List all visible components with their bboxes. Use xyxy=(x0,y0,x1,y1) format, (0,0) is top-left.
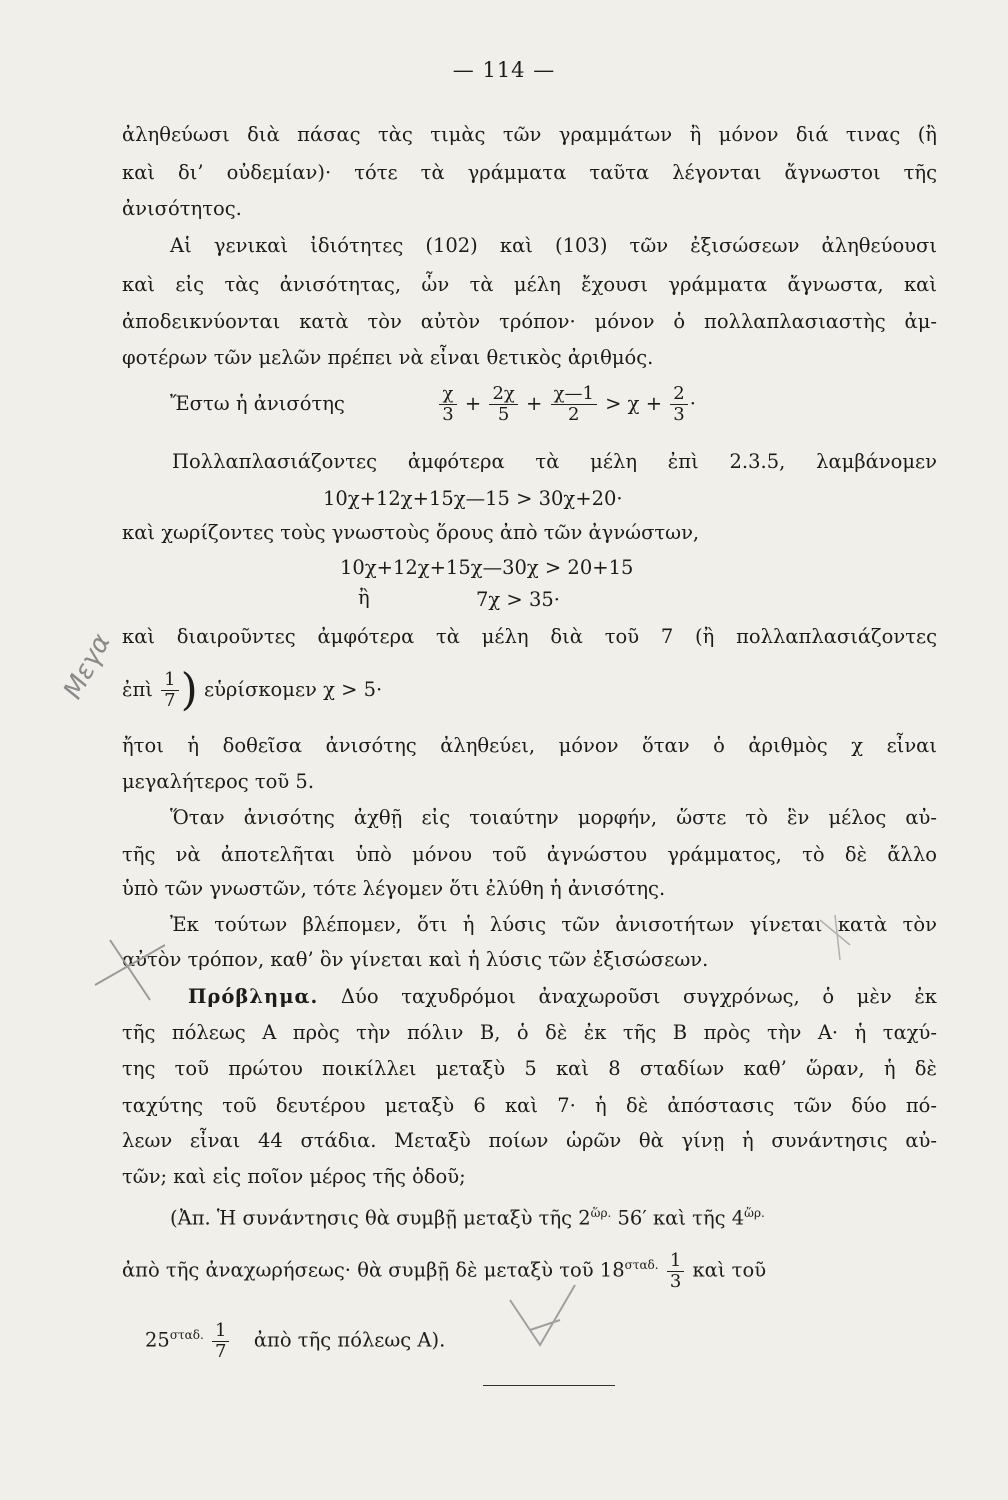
text-line-6: ἀποδεικνύονται κατὰ τὸν αὐτὸν τρόπον· μόνον ὁ πολλαπλασιαστὴς ἀμ- xyxy=(122,310,937,333)
answer-text-c: ἀπὸ τῆς ἀναχωρήσεως· θὰ συμβῇ δὲ μεταξὺ τοῦ 18 xyxy=(122,1258,625,1282)
answer-text-d: καὶ τοῦ xyxy=(692,1258,767,1282)
text-line-19: Ὅταν ἀνισότης ἀχθῇ εἰς τοιαύτην μορφήν, ὥστε τὸ ἓν μέλος αὐ- xyxy=(170,806,937,829)
superscript-hour: ὥρ. xyxy=(590,1206,612,1220)
superscript-stadia: σταδ. xyxy=(169,1328,204,1342)
text-line-23: αὐτὸν τρόπον, καθ’ ὃν γίνεται καὶ ἡ λύσις τῶν ἐξισώσεων. xyxy=(122,948,709,971)
equation-or: ἢ xyxy=(358,586,370,609)
answer-number-25: 25 xyxy=(145,1328,170,1352)
problem-heading: Πρόβλημα. xyxy=(188,985,319,1008)
fraction-1-over-7: $\frac{1}{7}$ xyxy=(161,670,178,711)
equation-line-10: 10χ+12χ+15χ—15 > 30χ+20· xyxy=(323,487,623,510)
text-line-4: Αἱ γενικαὶ ἰδιότητες (102) καὶ (103) τῶν ἐξισώσεων ἀληθεύουσι xyxy=(170,234,937,257)
fraction-1-over-7-b: $\frac{1}{7}$ xyxy=(212,1321,229,1362)
result-text: εὑρίσκομεν χ > 5· xyxy=(203,678,383,701)
text-line-28: λεων εἶναι 44 στάδια. Μεταξὺ ποίων ὡρῶν θὰ γίνῃ ἡ συνάντησις αὐ- xyxy=(122,1129,937,1152)
pencil-scribble xyxy=(510,1285,575,1345)
inequality-rhs: > χ + xyxy=(605,392,663,415)
text-line-21: ὑπὸ τῶν γνωστῶν, τότε λέγομεν ὅτι ἐλύθη ἡ ἀνισότης. xyxy=(122,877,666,900)
equation-line-14: 7χ > 35· xyxy=(476,588,560,611)
problem-text: Δύο ταχυδρόμοι ἀναχωροῦσι συγχρόνως, ὁ μὲν ἐκ xyxy=(340,985,937,1008)
superscript-hour: ὥρ. xyxy=(744,1206,765,1220)
fraction-x-over-3: $\frac{\chi}{3}$ xyxy=(439,384,456,425)
answer-text-e: ἀπὸ τῆς πόλεως Α). xyxy=(253,1328,446,1352)
text-line-9: Πολλαπλασιάζοντες ἀμφότερα τὰ μέλη ἐπὶ 2.3.5, λαμβάνομεν xyxy=(172,450,937,473)
answer-text-a: (Ἀπ. Ἡ συνάντησις θὰ συμβῇ μεταξὺ τῆς 2 xyxy=(170,1206,591,1230)
text-line-18: μεγαλήτερος τοῦ 5. xyxy=(122,770,315,793)
text-line-27: ταχύτης τοῦ δευτέρου μεταξὺ 6 καὶ 7· ἡ δὲ ἀπόστασις τῶν δύο πό- xyxy=(122,1094,937,1117)
answer-text-b: 56′ καὶ τῆς 4 xyxy=(611,1206,745,1230)
superscript-stadia: σταδ. xyxy=(624,1258,659,1272)
text-line-1: ἀληθεύωσι διὰ πάσας τὰς τιμὰς τῶν γραμμάτων ἢ μόνον διά τινας (ἢ xyxy=(122,123,937,146)
text-line-2: καὶ δι’ οὐδεμίαν)· τότε τὰ γράμματα ταῦτα λέγονται ἄγνωστοι τῆς xyxy=(122,161,937,184)
text-line-20: τῆς νὰ ἀποτελῆται ὑπὸ μόνου τοῦ ἀγνώστου γράμματος, τὸ δὲ ἄλλο xyxy=(122,843,937,866)
text-line-22: Ἐκ τούτων βλέπομεν, ὅτι ἡ λύσις τῶν ἀνισοτήτων γίνεται κατὰ τὸν xyxy=(170,913,937,936)
epi-word: ἐπὶ xyxy=(122,678,153,701)
fraction-2x-over-5: $\frac{2\chi}{5}$ xyxy=(489,384,517,425)
text-line-3: ἀνισότητος. xyxy=(122,197,242,220)
text-line-5: καὶ εἰς τὰς ἀνισότητας, ὧν τὰ μέλη ἔχουσι γράμματα ἄγνωστα, καὶ xyxy=(122,273,937,296)
page-number: — 114 — xyxy=(452,58,556,82)
text-line-17: ἤτοι ἡ δοθεῖσα ἀνισότης ἀληθεύει, μόνον ὅταν ὁ ἀριθμὸς χ εἶναι xyxy=(122,734,937,757)
text-line-11: καὶ χωρίζοντες τοὺς γνωστοὺς ὅρους ἀπὸ τῶν ἀγνώστων, xyxy=(122,521,700,544)
fraction-x-minus-1-over-2: $\frac{\chi—1}{2}$ xyxy=(551,384,597,425)
plus-sign: + xyxy=(464,392,482,415)
pencil-x-mark xyxy=(95,940,165,1000)
plus-sign: + xyxy=(526,392,543,415)
pencil-mark-right xyxy=(820,915,850,960)
equation-line-12: 10χ+12χ+15χ—30χ > 20+15 xyxy=(340,556,634,579)
text-line-7: φοτέρων τῶν μελῶν πρέπει νὰ εἶναι θετικὸς ἀριθμός. xyxy=(122,346,654,369)
inequality-intro: Ἔστω ἡ ἀνισότης xyxy=(170,392,345,415)
fraction-1-over-3: $\frac{1}{3}$ xyxy=(667,1251,684,1292)
close-paren: ) xyxy=(180,664,198,716)
text-line-25: τῆς πόλεως Α πρὸς τὴν πόλιν Β, ὁ δὲ ἐκ τῆς Β πρὸς τὴν Α· ἡ ταχύ- xyxy=(122,1021,937,1044)
text-line-29: τῶν; καὶ εἰς ποῖον μέρος τῆς ὁδοῦ; xyxy=(122,1165,466,1188)
text-line-15: καὶ διαιροῦντες ἀμφότερα τὰ μέλη διὰ τοῦ 7 (ἢ πολλαπλασιάζοντες xyxy=(122,625,937,648)
fraction-2-over-3: $\frac{2}{3}$ xyxy=(670,384,687,425)
inequality-end: · xyxy=(689,392,696,415)
margin-handwriting: Μεγα xyxy=(58,629,117,705)
text-line-26: της τοῦ πρώτου ποικίλλει μεταξὺ 5 καὶ 8 σταδίων καθ’ ὥραν, ἡ δὲ xyxy=(122,1057,937,1080)
